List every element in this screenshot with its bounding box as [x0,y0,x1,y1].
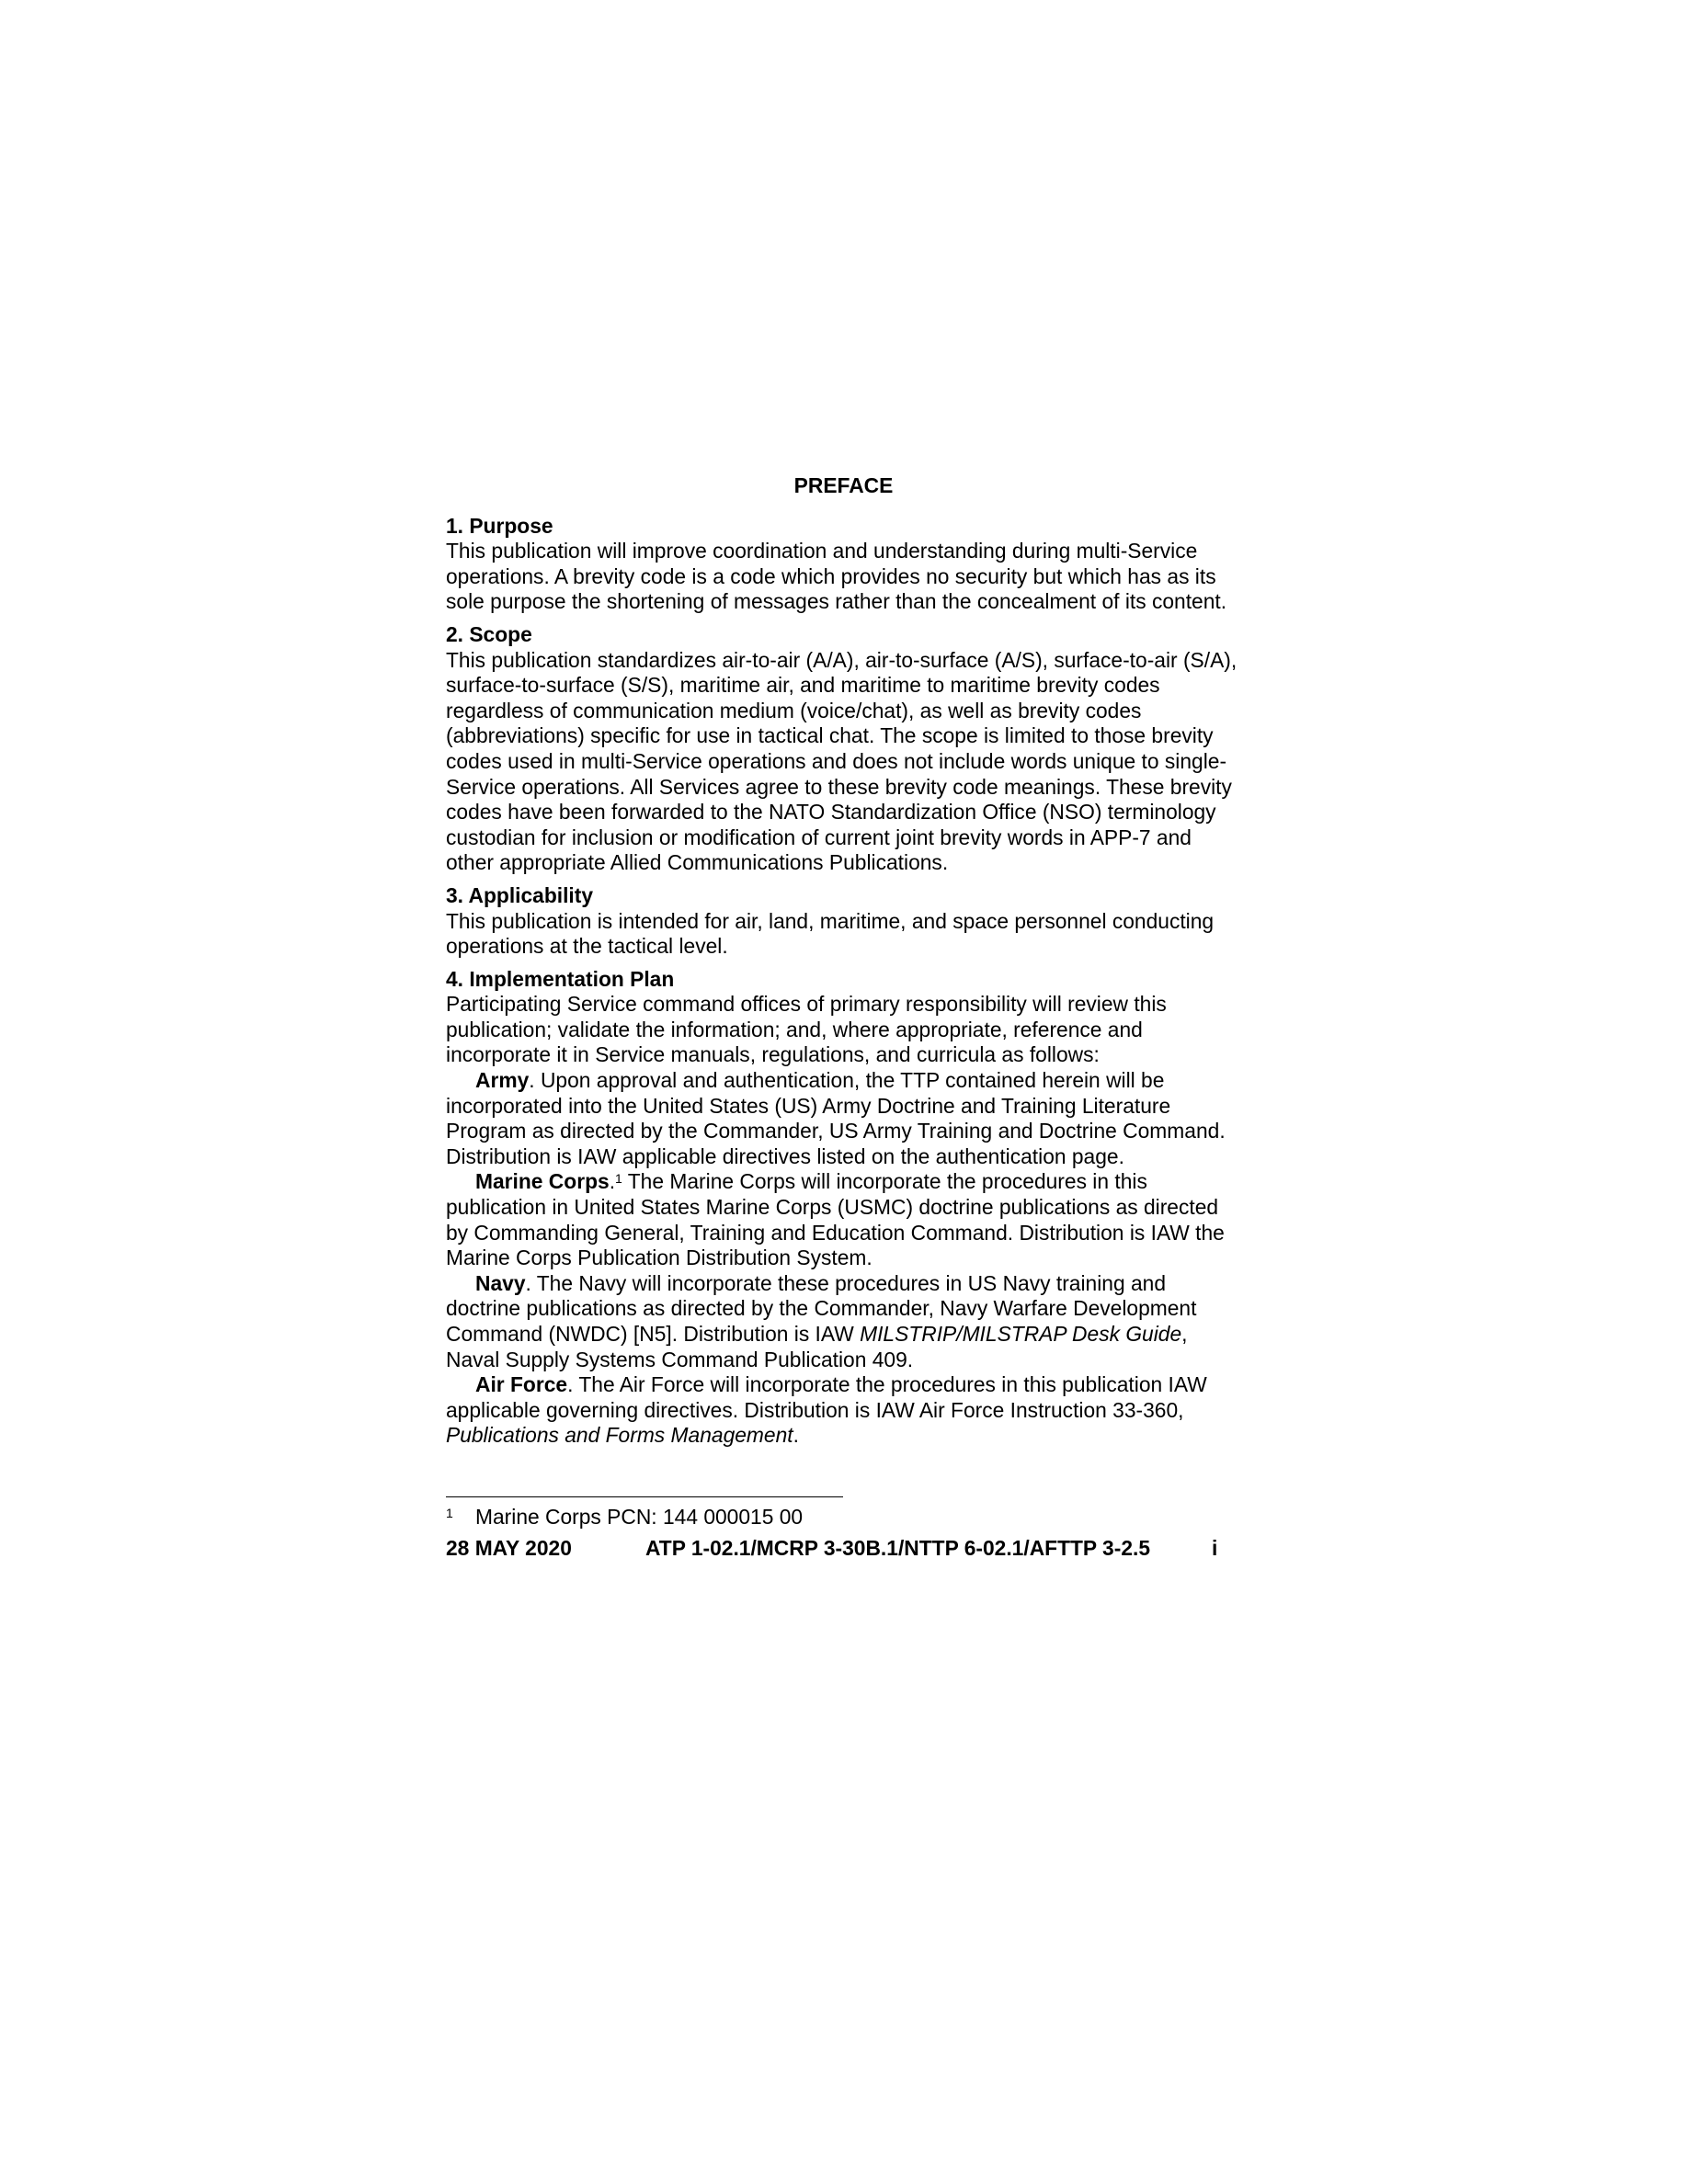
section-purpose [446,514,1241,615]
section-body: This publication standardizes air-to-air (A/A), air-to-surface (A/S), surface-to-air (S/A), surface-to-surface (S/S), maritime air, and maritime to maritime brevity codes regardless of communication medium (voice/chat), as well as brevity codes (abbreviations) specific for use in tactical chat. The scope is limited to those brevity codes used in multi-Service operations and does not include words unique to single-Service operations. All Services agree to these brevity code meanings. These brevity codes have been forwarded to the NATO Standardization Office (NSO) terminology custodian for inclusion or modification of current joint brevity words in APP-7 and other appropriate Allied Communications Publications. [446,647,1237,875]
section-applicability [446,883,1241,960]
service-dot-marine-corps: . [609,1169,616,1194]
service-name-army: Army [475,1068,530,1093]
service-name-marine-corps: Marine Corps [475,1169,610,1194]
footer-date: 28 MAY 2020 [446,1535,572,1560]
page-footer [446,1536,1241,1562]
footnote-divider [446,1496,843,1497]
footnote [446,1505,1241,1530]
section-body: This publication will improve coordination and understanding during multi-Service operations. A brevity code is a code which provides no security but which has as its sole purpose the shortening of messages rather than the concealment of its content. [446,539,1227,614]
section-body: Participating Service command offices of primary responsibility will review this publication; validate the information; and, where appropriate, reference and incorporate it in Service manuals, regulations, and curricula as follows: [446,992,1167,1067]
paragraph-navy [446,1271,1241,1372]
service-text-marine-corps: The Marine Corps will incorporate the procedures in this publication in United States Marine Corps (USMC) doctrine publications as directed by Commanding General, Training and Education Command. Distribution is IAW the Marine Corps Publication Distribution System. [446,1169,1225,1270]
service-text-air-force-end: . [793,1423,799,1448]
service-publication-navy: MILSTRIP/MILSTRAP Desk Guide [860,1322,1182,1346]
paragraph-air-force [446,1372,1241,1449]
service-text-air-force: . The Air Force will incorporate the procedures in this publication IAW applicable governing directives. Distribution is IAW Air Force Instruction 33-360, [446,1372,1207,1422]
section-heading: 2. Scope [446,621,532,646]
paragraph-army [446,1068,1241,1169]
section-heading: 1. Purpose [446,513,553,538]
footnote-text: Marine Corps PCN: 144 000015 00 [475,1504,804,1529]
footnote-mark: 1 [446,1505,453,1520]
service-name-air-force: Air Force [475,1372,568,1397]
page-title: PREFACE [793,473,894,497]
section-heading: 3. Applicability [446,882,594,907]
service-text-navy-end: , Naval Supply Systems Command Publication 409. [446,1322,1188,1371]
service-name-navy: Navy [475,1270,526,1295]
service-text-army: . Upon approval and authentication, the TTP contained herein will be incorporated into the United States (US) Army Doctrine and Training Literature Program as directed by the Commander, US Army Training and Doctrine Command. Distribution is IAW applicable directives listed on the authentication page. [446,1068,1226,1168]
service-text-navy: . The Navy will incorporate these procedures in US Navy training and doctrine publications as directed by the Commander, Navy Warfare Development Command (NWDC) [N5]. Distribution is IAW [446,1270,1197,1346]
section-body: This publication is intended for air, land, maritime, and space personnel conducting operations at the tactical level. [446,908,1215,959]
service-publication-air-force: Publications and Forms Management [446,1423,793,1448]
footer-publication-id: ATP 1-02.1/MCRP 3-30B.1/NTTP 6-02.1/AFTTP 3-2.5 [645,1535,1151,1560]
section-implementation-plan [446,967,1241,1449]
document-page [446,473,1241,1562]
section-scope [446,622,1241,876]
footnote-reference[interactable]: 1 [615,1170,622,1186]
section-heading: 4. Implementation Plan [446,966,675,991]
paragraph-marine-corps [446,1169,1241,1270]
footer-page-number: i [1212,1535,1218,1560]
